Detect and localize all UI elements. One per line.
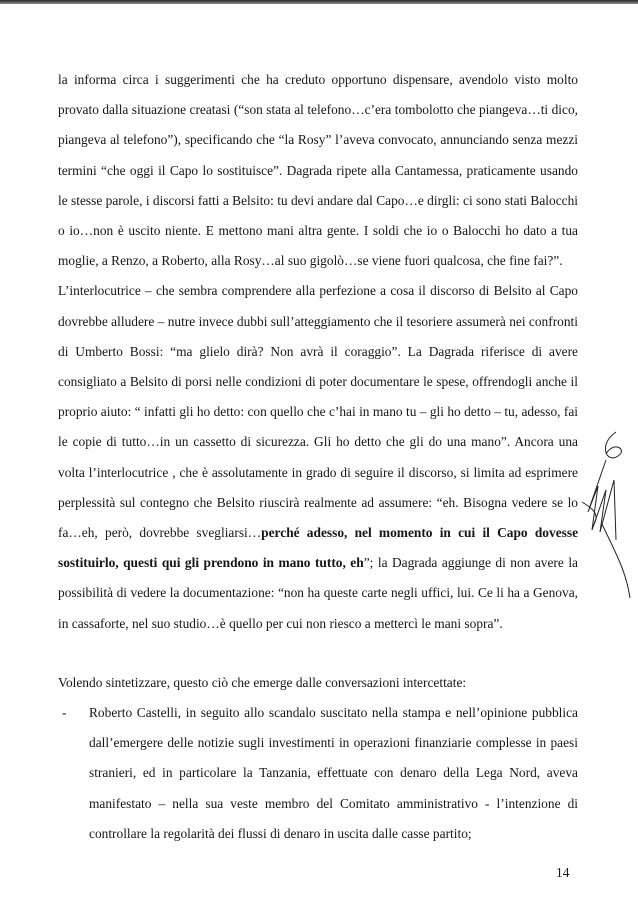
bullet-marker: -	[62, 705, 67, 721]
paragraph-2-text: L’interlocutrice – che sembra comprendere alla perfezione a cosa il discorso di Belsito al Capo dovrebbe alludere – nutre invece dubbi sull’atteggiamento che il tesoriere assumerà nei confronti di Umberto Bossi: “ma glielo dirà? Non avrà il coraggio”. La Dagrada riferisce di avere consigliato a Belsito di porsi nelle condizioni di poter documentare le spese, offrendogli anche il proprio aiuto: “ infatti gli ho detto: con quello che c’hai in mano tu – gli ho detto – tu, adesso, fai le copie di tutto…in un cassetto di sicurezza. Gli ho detto che gli do una mano”. Ancora una volta l’interlocutrice , che è assolutamente in grado di seguire il discorso, si limita ad esprimere perplessità sul contegno che Belsito riuscirà realmente ad assumere: “eh. Bisogna vedere se lo fa…eh, però, dovrebbe svegliarsi…	[58, 283, 578, 541]
page-number: 14	[556, 865, 570, 880]
paragraph-3: Volendo sintetizzare, questo ciò che emerge dalle conversazioni intercettate:	[58, 674, 467, 690]
paragraph-2	[58, 276, 578, 638]
list-item	[58, 698, 578, 849]
handwritten-signature-icon	[576, 420, 636, 610]
bullet-text: Roberto Castelli, in seguito allo scandalo suscitato nella stampa e nell’opinione pubblica dall’emergere delle notizie sugli investimenti in operazioni finanziarie complesse in paesi stranieri, ed in particolare la Tanzania, effettuate con denaro della Lega Nord, aveva manifestato – nella sua veste membro del Comitato amministrativo - l’intenzione di controllare la regolarità dei flussi di denaro in uscita dalle casse partito;	[89, 705, 578, 841]
paragraph-2-bold-quote: perché adesso, nel momento in cui il Capo dovesse sostituirlo, questi qui gli prendono in mano tutto, eh	[58, 525, 579, 571]
paragraph-1: la informa circa i suggerimenti che ha creduto opportuno dispensare, avendolo visto molto provato dalla situazione creatasi (“son stata al telefono…c’era tombolotto che piangeva…ti dico, piangeva al telefono”), specificando che “la Rosy” l’aveva convocato, annunciando senza mezzi termini “che oggi il Capo lo sostituisce”. Dagrada ripete alla Cantamessa, praticamente usando le stesse parole, i discorsi fatti a Belsito: tu devi andare dal Capo…e dirgli: ci sono stati Balocchi o io…non è uscito niente. E mettono mani altra gente. I soldi che io o Balocchi ho dato a tua moglie, a Renzo, a Roberto, alla Rosy…al suo gigolò…se viene fuori qualcosa, che fine fai?”.	[58, 72, 578, 269]
document-body	[58, 65, 578, 849]
paragraph-2-text-end: ”; la Dagrada aggiunge di non avere la possibilità di vedere la documentazione: “non ha queste carte negli uffici, lui. Ce li ha a Genova, in cassaforte, nel suo studio…è quello per cui non riesco a mettercì le mani sopra”.	[58, 555, 578, 631]
page-top-border	[0, 0, 638, 4]
